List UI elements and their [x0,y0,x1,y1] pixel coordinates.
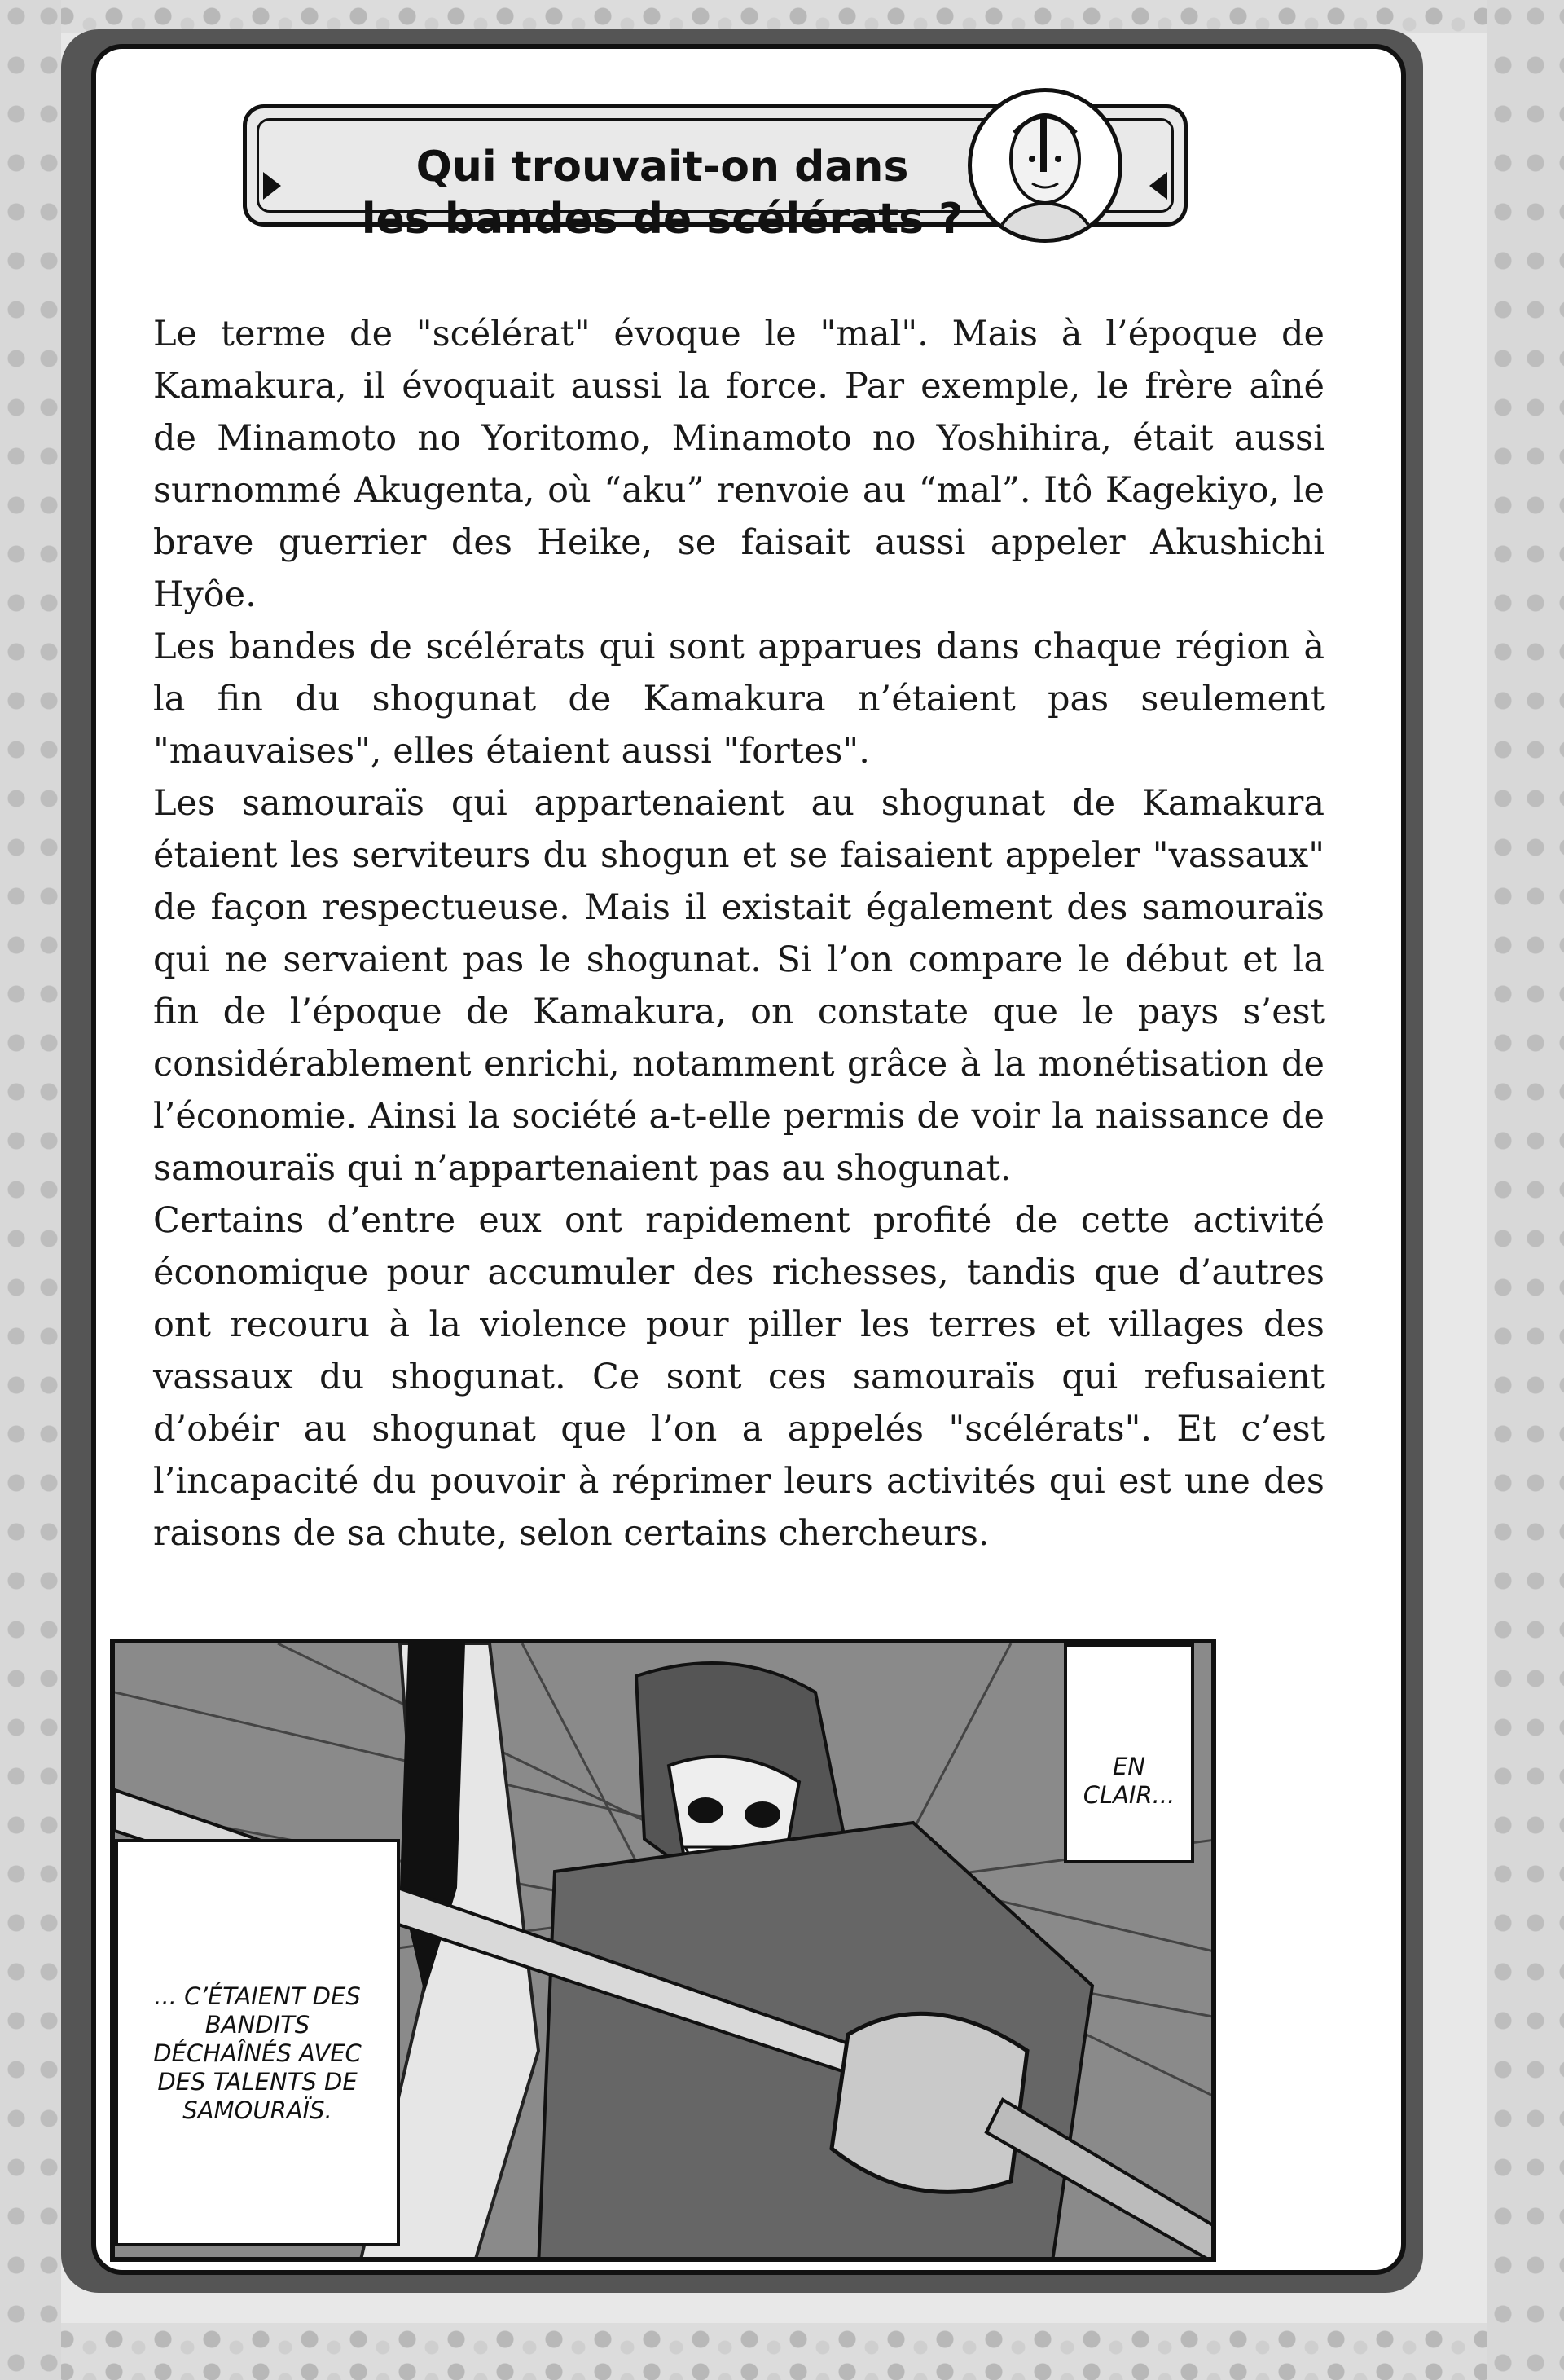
title-banner [235,88,1196,243]
decorative-border-top [0,0,1564,33]
paragraph: Le terme de "scélérat" évoque le "mal". Mais à l’époque de Kamakura, il évoquait aussi la force. Par exemple, le frère aîné de Minamoto no Yoritomo, Minamoto no Yoshihira, était aussi surnommé Akugenta, où “aku” renvoie au “mal”. Itô Kagekiyo, le brave guerrier des Heike, se faisait aussi appeler Akushichi Hyôe. [153,314,1325,615]
decorative-border-left [0,0,61,2380]
samurai-portrait-icon [968,88,1122,243]
title-line-1: Qui trouvait-on dans [415,143,909,191]
paragraph: Certains d’entre eux ont rapidement profité de cette activité économique pour accumuler des richesses, tandis que d’autres ont recouru à la violence pour piller les terres et villages des vassaux du shogunat. Ce sont ces samouraïs qui refusaient d’obéir au shogunat que l’on a appelés "scélérats". Et c’est l’incapacité du pouvoir à réprimer leurs activités qui est une des raisons de sa chute, selon certains chercheurs. [153,1200,1325,1554]
paragraph: Les bandes de scélérats qui sont apparues dans chaque région à la fin du shogunat de Kamakura n’étaient pas seulement "mauvaises", elles étaient aussi "fortes". [153,627,1325,772]
manga-panel [110,1639,1216,2262]
caption-box-left [115,1839,400,2246]
decorative-border-right [1487,0,1564,2380]
triangle-left-icon [1149,172,1167,200]
caption-text: EN CLAIR... [1083,1753,1175,1809]
article-body [153,308,1325,1560]
caption-box-right [1064,1643,1194,1863]
paragraph: Les samouraïs qui appartenaient au shogunat de Kamakura étaient les serviteurs du shogun et se faisaient appeler "vassaux" de façon respectueuse. Mais il existait également des samouraïs qui ne servaient pas le shogunat. Si l’on compare le début et la fin de l’époque de Kamakura, on constate que le pays s’est considérablement enrichi, notamment grâce à la monétisation de l’économie. Ainsi la société a-t-elle permis de voir la naissance de samouraïs qui n’appartenaient pas au shogunat. [153,783,1325,1189]
triangle-right-icon [263,172,281,200]
caption-text: ... C’ÉTAIENT DES BANDITS DÉCHAÎNÉS AVEC DES TALENTS DE SAMOURAÏS. [153,1982,362,2124]
decorative-border-bottom [0,2323,1564,2380]
page-title [336,141,988,245]
title-line-2: les bandes de scélérats ? [361,195,964,244]
